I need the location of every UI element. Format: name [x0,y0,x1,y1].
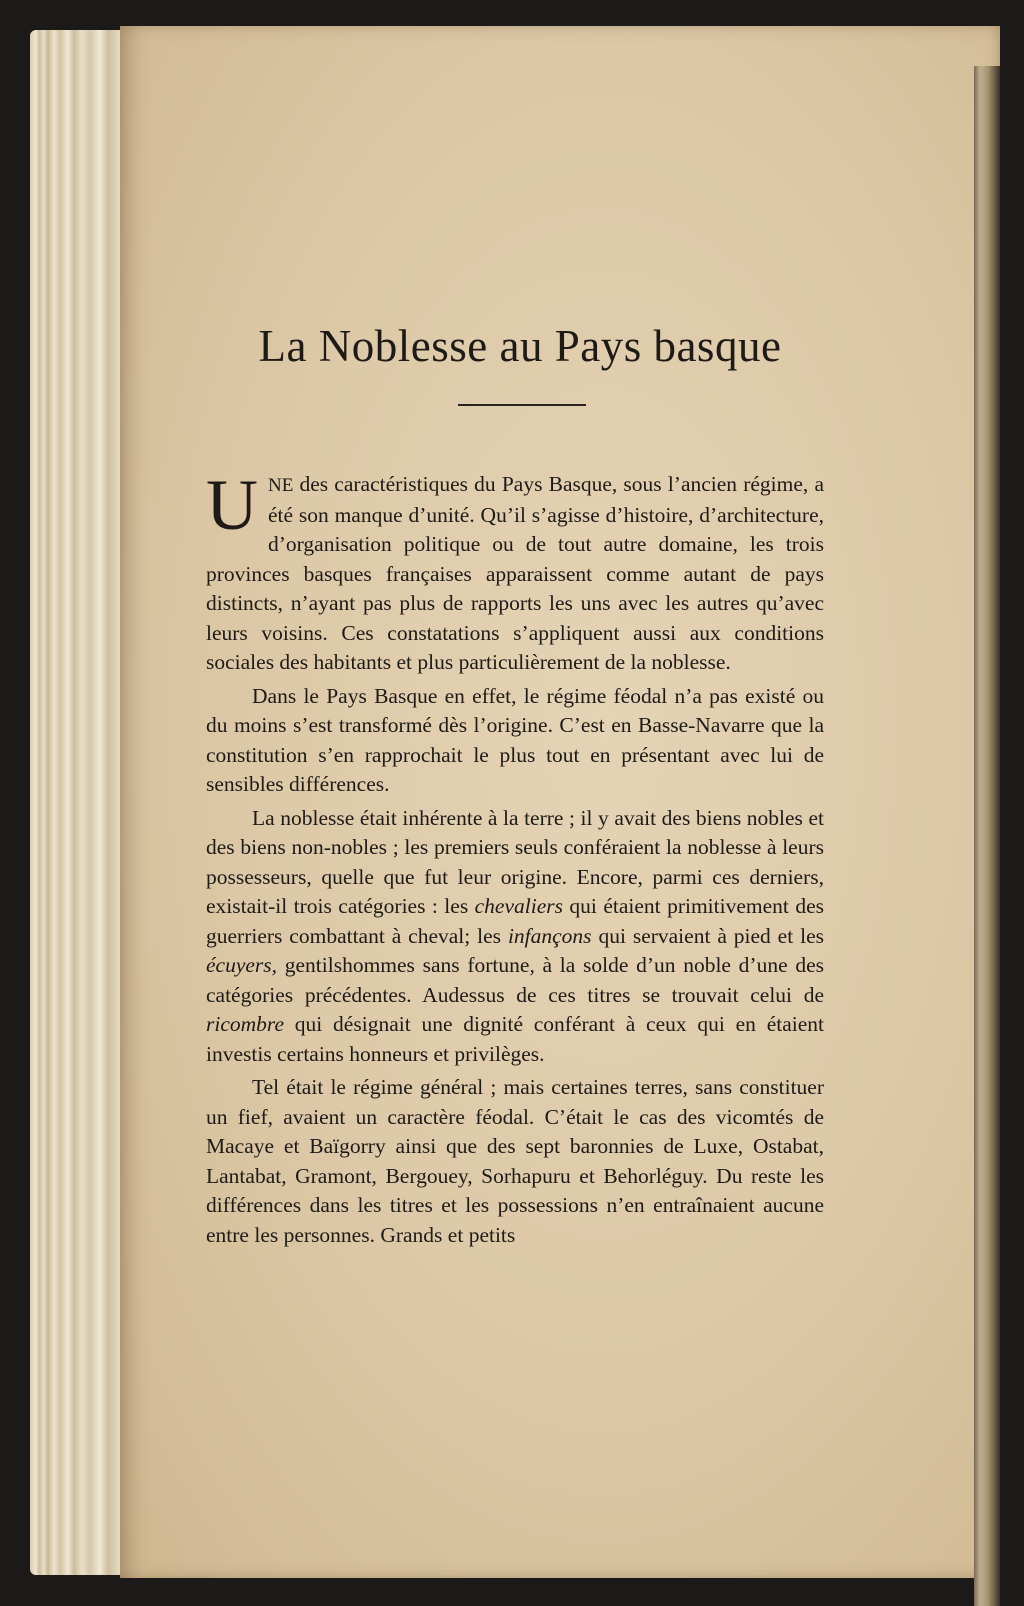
paragraph-2: Dans le Pays Basque en effet, le régime féodal n’a pas existé ou du moins s’est transformé dès l’origine. C’est en Basse-Navarre que la constitution s’en rapprochait le plus tout en présentant avec lui de sensibles différences. [206,683,824,796]
drop-cap: U [206,465,258,545]
paragraph-3 [206,804,824,1070]
paragraph-3-text-a: La noblesse était inhérente à la terre ; il y avait des biens nobles et des biens non-nobles ; les premiers seuls conféraient la noblesse à leurs possesseurs, quelle que fut leur origine. Encore, parmi ces derniers, existait-il trois catégories : les [206,805,824,918]
paragraph-1 [206,465,824,678]
term-infancons: infançons [507,923,592,948]
paragraph-3-text-e: qui désignait une dignité conférant à ceux qui en étaient investis certains honneurs et privilèges. [206,1012,824,1066]
paragraph-4: Tel était le régime général ; mais certaines terres, sans constituer un fief, avaient un caractère féodal. C’était le cas des vicomtés de Macaye et Baïgorry ainsi que des sept baronnies de Luxe, Ostabat, Lantabat, Gramont, Bergouey, Sorhapuru et Behorléguy. Du reste les différences dans les titres et les possessions n’en entraînaient aucune entre les personnes. Grands et petits [206,1075,824,1247]
page-title: La Noblesse au Pays basque [258,321,782,371]
term-chevaliers: chevaliers [474,894,563,918]
term-ricombre: ricombre [206,1012,285,1036]
term-ecuyers: écuyers, [206,953,278,977]
paragraph-3-text-d: gentilshommes sans fortune, à la solde d’un noble d’une des catégories précédentes. Audessus de ces titres se trouvait celui de [206,953,824,1007]
paragraph-3-text-c: qui servaient à pied et les [591,923,824,948]
facing-page-edge [974,66,1000,1606]
paragraph-3-text-b: qui étaient primitivement des guerriers combattant à cheval; les [206,894,824,948]
article-body [206,465,824,1254]
lead-word: NE [268,475,294,496]
title-divider [458,404,586,406]
paragraph-1-text: des caractéristiques du Pays Basque, sous l’ancien régime, a été son manque d’unité. Qu’il s’agisse d’histoire, d’architecture, d’organisation politique ou de tout autre domaine, les trois provinces basques françaises apparaissent comme autant de pays distincts, n’ayant pas plus de rapports les uns avec les autres qu’avec leurs voisins. Ces constatations s’appliquent aussi aux conditions sociales des habitants et plus particulièrement de la noblesse. [206,472,824,674]
